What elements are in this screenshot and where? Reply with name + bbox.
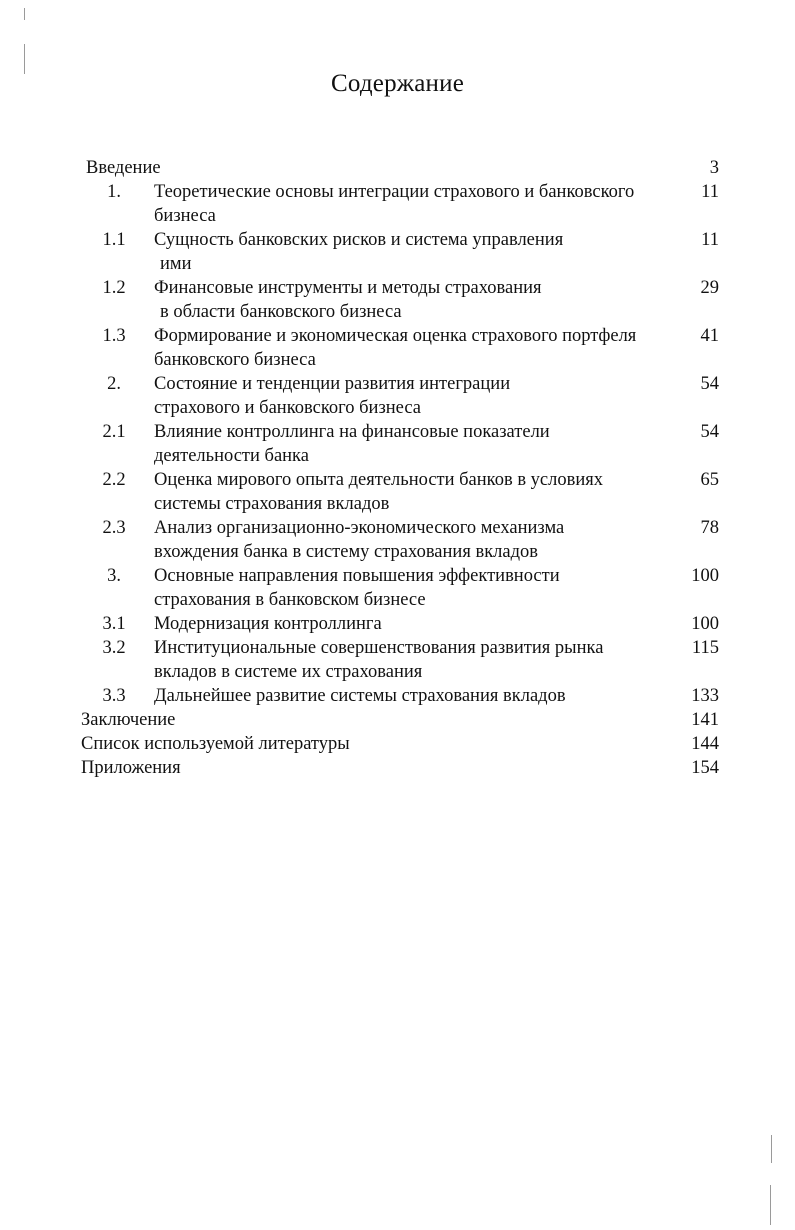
toc-entry[interactable] [0,564,795,612]
toc-entry-title [81,708,681,732]
toc-entry-page-number: 11 [701,230,719,250]
toc-entry-page-number: 115 [691,638,719,658]
toc-entry-title [86,156,686,180]
toc-entry-number: 2.2 [102,470,126,490]
toc-entry-number: 3. [107,566,121,586]
toc-entry-number: 1.3 [102,326,126,346]
scan-edge-mark [771,1135,772,1163]
toc-entry[interactable] [0,732,795,756]
toc-entry-page-number: 78 [700,518,719,538]
toc-entry-title [154,324,679,372]
toc-entry-title-line: Оценка мирового опыта деятельности банков в условиях [154,470,604,490]
toc-entry-page-number: 100 [691,566,719,586]
page-title: Содержание [331,70,464,97]
toc-entry-number: 2.1 [102,422,126,442]
toc-entry-page-number: 41 [700,326,719,346]
toc-entry-title-line: страхования в банковском бизнесе [154,590,426,610]
table-of-contents [0,156,795,780]
toc-entry[interactable] [0,156,795,180]
toc-entry-title-line: Состояние и тенденции развития интеграции [154,374,511,394]
toc-entry-title-line: Анализ организационно-экономического механизма [154,518,565,538]
toc-entry[interactable] [0,276,795,324]
toc-entry-title-line: Формирование и экономическая оценка страхового портфеля [154,326,637,346]
toc-entry[interactable] [0,636,795,684]
toc-entry-title-line: Теоретические основы интеграции страхового и банковского [154,182,635,202]
toc-entry-title-line: Дальнейшее развитие системы страхования вкладов [154,686,566,706]
toc-entry-title [154,564,679,612]
toc-entry-page-number: 11 [701,182,719,202]
toc-entry[interactable] [0,684,795,708]
toc-entry-title-line: Введение [86,158,161,178]
toc-entry-number: 2.3 [102,518,126,538]
toc-entry-page-number: 133 [691,686,719,706]
toc-entry-title-line: вкладов в системе их страхования [154,662,423,682]
toc-entry[interactable] [0,180,795,228]
toc-entry-title [154,684,679,708]
toc-entry-title-line: в области банковского бизнеса [160,302,402,322]
toc-entry-number: 1.1 [102,230,126,250]
toc-entry-title [81,732,681,756]
scan-edge-mark [770,1185,771,1225]
toc-entry-page-number: 29 [700,278,719,298]
toc-entry-title-line: системы страхования вкладов [154,494,390,514]
toc-entry[interactable] [0,420,795,468]
toc-entry-page-number: 100 [691,614,719,634]
toc-entry-page-number: 3 [709,158,719,178]
toc-entry-title [154,420,679,468]
toc-entry-title-line: Институциональные совершенствования развития рынка [154,638,604,658]
toc-entry-title [81,756,681,780]
toc-entry-title-line: страхового и банковского бизнеса [154,398,421,418]
toc-entry-title [154,468,679,516]
toc-entry-title [154,228,679,276]
toc-entry-title-line: бизнеса [154,206,216,226]
scan-edge-mark [24,8,25,20]
toc-entry-title-line: банковского бизнеса [154,350,316,370]
toc-entry-title-line: ими [160,254,192,274]
toc-entry[interactable] [0,516,795,564]
toc-entry-title-line: Заключение [81,710,176,730]
toc-entry-title [154,636,679,684]
toc-entry[interactable] [0,324,795,372]
toc-entry-page-number: 154 [691,758,719,778]
toc-entry-title-line: Модернизация контроллинга [154,614,382,634]
toc-entry-page-number: 141 [691,710,719,730]
toc-entry-title-line: Основные направления повышения эффективности [154,566,560,586]
toc-entry-title-line: Сущность банковских рисков и система управления [154,230,564,250]
toc-entry-page-number: 144 [691,734,719,754]
toc-entry-page-number: 54 [700,422,719,442]
toc-entry-page-number: 54 [700,374,719,394]
toc-entry[interactable] [0,756,795,780]
toc-entry-title-line: Список используемой литературы [81,734,350,754]
toc-entry-title-line: Влияние контроллинга на финансовые показатели [154,422,550,442]
toc-entry-number: 3.1 [102,614,126,634]
toc-entry-page-number: 65 [700,470,719,490]
toc-entry-title-line: деятельности банка [154,446,309,466]
toc-entry-number: 3.2 [102,638,126,658]
toc-entry-title [154,180,679,228]
toc-entry-title [154,276,679,324]
toc-entry-number: 1. [107,182,121,202]
toc-entry[interactable] [0,708,795,732]
toc-entry[interactable] [0,468,795,516]
toc-entry-number: 1.2 [102,278,126,298]
toc-entry[interactable] [0,372,795,420]
toc-entry-number: 2. [107,374,121,394]
toc-entry-title [154,372,679,420]
toc-entry-title-line: Приложения [81,758,181,778]
toc-entry-title [154,612,679,636]
toc-entry[interactable] [0,228,795,276]
toc-entry-number: 3.3 [102,686,126,706]
toc-entry-title [154,516,679,564]
toc-entry[interactable] [0,612,795,636]
toc-entry-title-line: вхождения банка в систему страхования вкладов [154,542,539,562]
toc-entry-title-line: Финансовые инструменты и методы страхования [154,278,542,298]
